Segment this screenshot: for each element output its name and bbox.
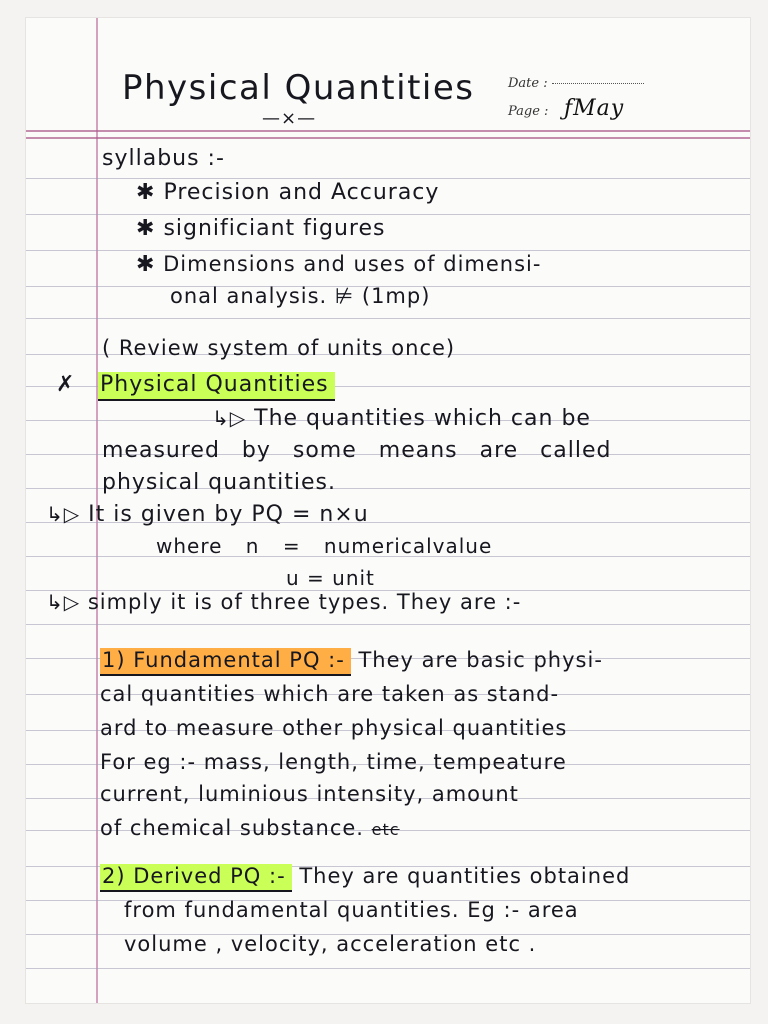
types-text: simply it is of three types. They are :- xyxy=(87,590,522,614)
date-label: Date : xyxy=(508,76,548,91)
ruled-line xyxy=(26,178,750,179)
section-heading-text: Physical Quantities xyxy=(98,372,335,401)
fundamental-line xyxy=(100,816,400,840)
definition-text: The quantities which can be xyxy=(254,406,591,431)
fundamental-line: ard to measure other physical quantities xyxy=(100,716,568,740)
page-label: Page : xyxy=(508,104,549,119)
derived-text: They are quantities obtained xyxy=(299,864,631,888)
title-separator: —×— xyxy=(262,108,317,129)
syllabus-item-text: Precision and Accuracy xyxy=(163,180,440,205)
definition-line xyxy=(212,406,591,431)
section-heading xyxy=(98,372,335,397)
syllabus-item xyxy=(136,216,385,241)
header-rule-bottom xyxy=(26,137,750,139)
fundamental-line: current, luminious intensity, amount xyxy=(100,782,519,806)
arrow-icon: ↳▷ xyxy=(212,406,247,430)
ruled-line xyxy=(26,318,750,319)
fundamental-label: 1) Fundamental PQ :- xyxy=(100,648,351,676)
derived-label: 2) Derived PQ :- xyxy=(100,864,292,892)
syllabus-item xyxy=(136,180,439,205)
syllabus-item-text: Dimensions and uses of dimensi- xyxy=(163,252,542,276)
asterisk-icon: ✱ xyxy=(136,252,156,277)
arrow-icon: ↳▷ xyxy=(46,590,81,614)
header-rule-top xyxy=(26,130,750,132)
derived-line-1 xyxy=(100,864,630,888)
formula-text: It is given by PQ = n×u xyxy=(88,502,369,527)
derived-line: volume , velocity, acceleration etc . xyxy=(124,932,537,956)
asterisk-icon: ✱ xyxy=(136,180,156,205)
notebook-page xyxy=(26,18,750,1003)
page-field xyxy=(508,104,548,119)
struck-word: etc xyxy=(371,820,400,839)
ruled-line xyxy=(26,624,750,625)
formula-where: where n = numericalvalue xyxy=(156,534,493,558)
ruled-line xyxy=(26,214,750,215)
date-blank xyxy=(552,83,644,84)
page-title: Physical Quantities xyxy=(122,68,475,108)
ruled-line xyxy=(26,250,750,251)
formula-unit: u = unit xyxy=(286,566,375,590)
types-line xyxy=(46,590,521,614)
fundamental-line: cal quantities which are taken as stand- xyxy=(100,682,560,706)
arrow-icon: ↳▷ xyxy=(46,502,81,526)
date-field xyxy=(508,76,644,91)
fundamental-text: of chemical substance. xyxy=(100,816,364,840)
ruled-line xyxy=(26,968,750,969)
section-marker-icon: ✗ xyxy=(56,372,76,397)
review-note: ( Review system of units once) xyxy=(102,336,456,360)
signature: ƒMay xyxy=(564,96,625,121)
syllabus-item-continuation: onal analysis. ⊭ (1mp) xyxy=(170,284,431,308)
fundamental-line: For eg :- mass, length, time, tempeature xyxy=(100,750,567,774)
definition-line: measured by some means are called xyxy=(102,438,612,463)
fundamental-text: They are basic physi- xyxy=(358,648,603,672)
asterisk-icon: ✱ xyxy=(136,216,156,241)
derived-line: from fundamental quantities. Eg :- area xyxy=(124,898,579,922)
definition-line: physical quantities. xyxy=(102,470,336,495)
formula-line xyxy=(46,502,369,527)
syllabus-item xyxy=(136,252,541,277)
syllabus-item-text: significiant figures xyxy=(163,216,386,241)
fundamental-line-1 xyxy=(100,648,603,672)
syllabus-heading: syllabus :- xyxy=(102,146,225,171)
